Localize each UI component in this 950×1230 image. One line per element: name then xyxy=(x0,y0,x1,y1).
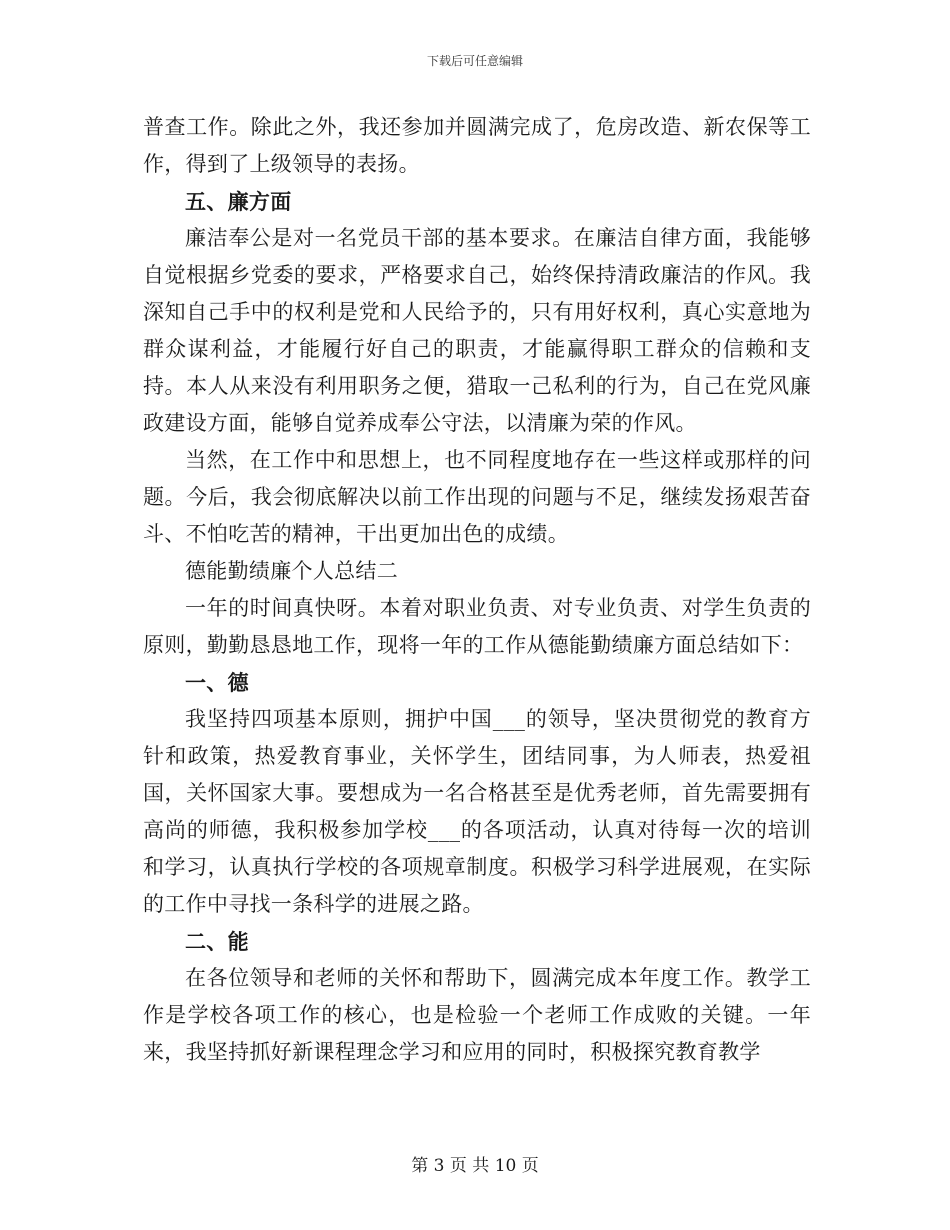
section-heading-morality: 一、德 xyxy=(185,670,249,695)
paragraph-shortcomings: 当然，在工作中和思想上，也不同程度地存在一些这样或那样的问题。今后，我会彻底解决以前工作出现的问题与不足，继续发扬艰苦奋斗、不怕吃苦的精神，干出更加出色的成绩。 xyxy=(143,448,811,546)
section-heading-integrity: 五、廉方面 xyxy=(185,189,292,214)
paragraph-morality: 我坚持四项基本原则，拥护中国___的领导，坚决贯彻党的教育方针和政策，热爱教育事业，关怀学生，团结同事，为人师表，热爱祖国，关怀国家大事。要想成为一名合格甚至是优秀老师，首先需要拥有高尚的师德，我积极参加学校___的各项活动，认真对待每一次的培训和学习，认真执行学校的各项规章制度。积极学习科学进展观，在实际的工作中寻找一条科学的进展之路。 xyxy=(143,707,811,916)
document-body xyxy=(143,109,811,1071)
section-heading-ability: 二、能 xyxy=(185,929,249,954)
page-header: 下载后可任意编辑 xyxy=(426,54,523,68)
paragraph-intro: 一年的时间真快呀。本着对职业负责、对专业负责、对学生负责的原则，勤勤恳恳地工作，现将一年的工作从德能勤绩廉方面总结如下： xyxy=(143,596,811,657)
paragraph-continuation: 普查工作。除此之外，我还参加并圆满完成了，危房改造、新农保等工作，得到了上级领导的表扬。 xyxy=(143,115,811,176)
summary-two-title: 德能勤绩廉个人总结二 xyxy=(185,559,398,583)
paragraph-integrity: 廉洁奉公是对一名党员干部的基本要求。在廉洁自律方面，我能够自觉根据乡党委的要求，严格要求自己，始终保持清政廉洁的作风。我深知自己手中的权利是党和人民给予的，只有用好权利，真心实意地为群众谋利益，才能履行好自己的职责，才能赢得职工群众的信赖和支持。本人从来没有利用职务之便，猎取一己私利的行为，自己在党风廉政建设方面，能够自觉养成奉公守法，以清廉为荣的作风。 xyxy=(143,226,811,435)
paragraph-ability: 在各位领导和老师的关怀和帮助下，圆满完成本年度工作。教学工作是学校各项工作的核心，也是检验一个老师工作成败的关键。一年来，我坚持抓好新课程理念学习和应用的同时，积极探究教育教学 xyxy=(143,966,811,1064)
page-number: 第 3 页 共 10 页 xyxy=(411,1156,539,1176)
